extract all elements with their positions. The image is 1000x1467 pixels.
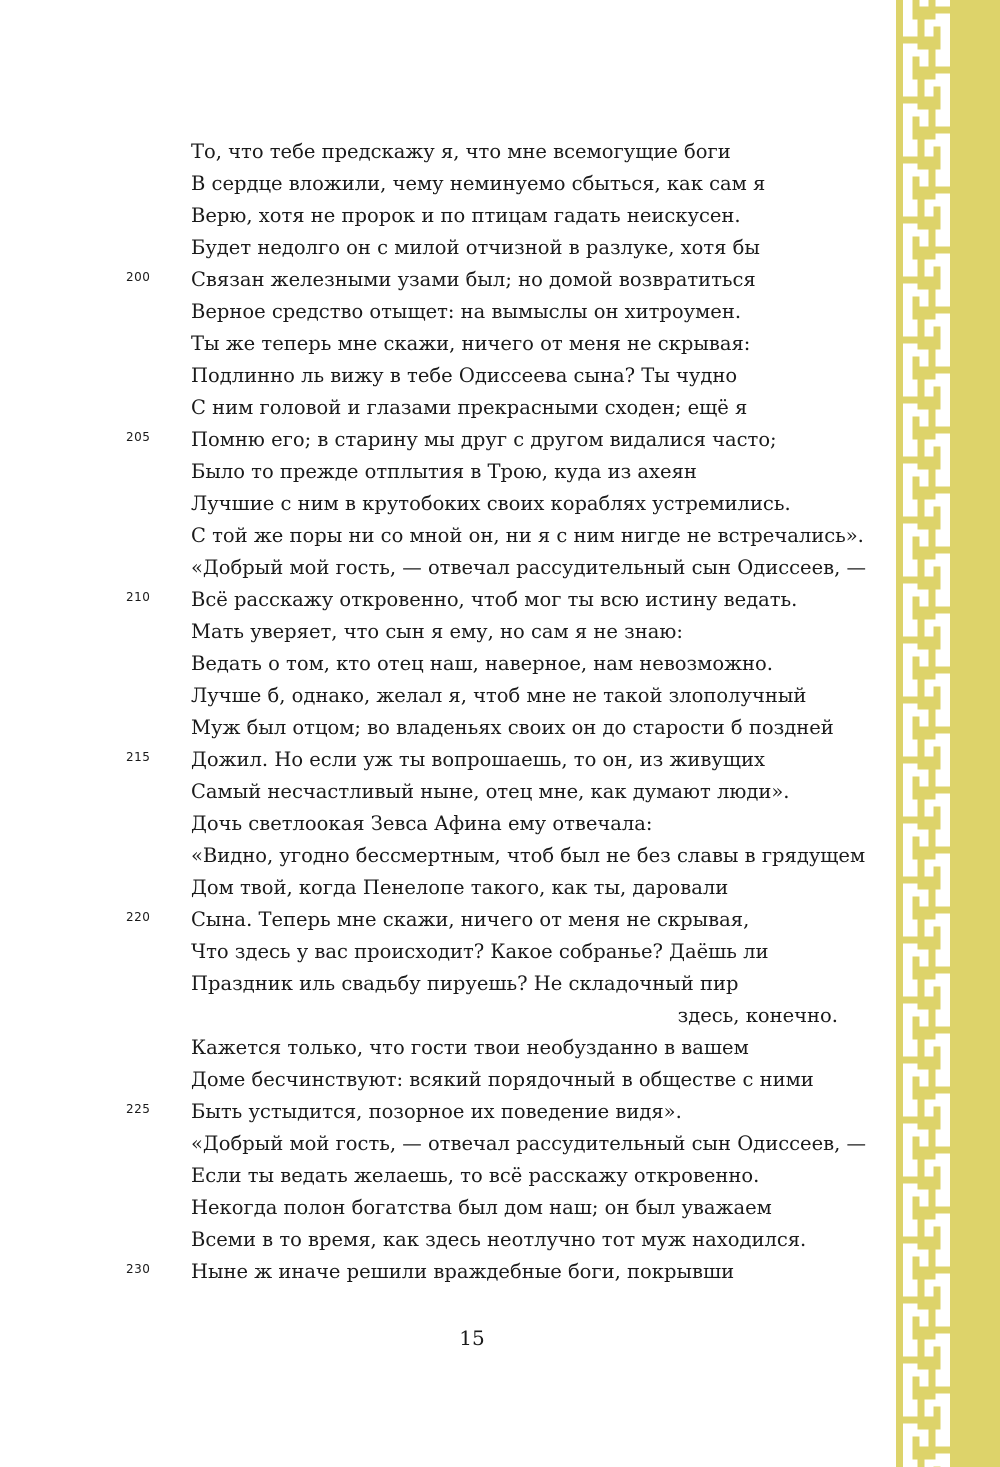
poem-line <box>0 424 880 456</box>
poem-line <box>0 1032 880 1064</box>
poem-line <box>0 1256 880 1288</box>
line-text: Верное средство отыщет: на вымыслы он хитроумен. <box>191 300 742 323</box>
poem-line <box>0 808 880 840</box>
poem-line <box>0 1000 880 1032</box>
line-text: Что здесь у вас происходит? Какое собранье? Даёшь ли <box>191 940 769 963</box>
line-text: Было то прежде отплытия в Трою, куда из ахеян <box>191 460 697 483</box>
poem-line <box>0 616 880 648</box>
poem-line <box>0 776 880 808</box>
line-text: Дочь светлоокая Зевса Афина ему отвечала: <box>191 812 653 835</box>
poem-line <box>0 360 880 392</box>
poem-text <box>0 136 880 1288</box>
line-text: С той же поры ни со мной он, ни я с ним нигде не встречались». <box>191 524 864 547</box>
poem-line <box>0 1224 880 1256</box>
line-text: «Видно, угодно бессмертным, чтоб был не без славы в грядущем <box>191 844 866 867</box>
poem-line <box>0 200 880 232</box>
poem-line <box>0 1128 880 1160</box>
line-text: Праздник иль свадьбу пируешь? Не складочный пир <box>191 972 739 995</box>
line-number: 210 <box>126 590 151 604</box>
line-number: 230 <box>126 1262 151 1276</box>
line-text: С ним головой и глазами прекрасными сходен; ещё я <box>191 396 748 419</box>
line-text: Всеми в то время, как здесь неотлучно тот муж находился. <box>191 1228 807 1251</box>
line-text: Верю, хотя не пророк и по птицам гадать неискусен. <box>191 204 741 227</box>
line-text: Сына. Теперь мне скажи, ничего от меня не скрывая, <box>191 908 750 931</box>
poem-line <box>0 680 880 712</box>
line-text: Некогда полон богатства был дом наш; он был уважаем <box>191 1196 772 1219</box>
line-text: Связан железными узами был; но домой возвратиться <box>191 268 756 291</box>
line-text: Дожил. Но если уж ты вопрошаешь, то он, из живущих <box>191 748 765 771</box>
poem-line <box>0 456 880 488</box>
poem-line <box>0 328 880 360</box>
poem-line <box>0 648 880 680</box>
poem-line <box>0 552 880 584</box>
page-number: 15 <box>459 1326 485 1350</box>
line-number: 220 <box>126 910 151 924</box>
poem-line <box>0 968 880 1000</box>
poem-line <box>0 520 880 552</box>
line-text: «Добрый мой гость, — отвечал рассудительный сын Одиссеев, — <box>191 556 866 579</box>
line-text: Самый несчастливый ныне, отец мне, как думают люди». <box>191 780 790 803</box>
line-text: Будет недолго он с милой отчизной в разлуке, хотя бы <box>191 236 760 259</box>
poem-line <box>0 296 880 328</box>
line-text: Быть устыдится, позорное их поведение видя». <box>191 1100 682 1123</box>
poem-line <box>0 168 880 200</box>
line-text: Ныне ж иначе решили враждебные боги, покрывши <box>191 1260 735 1283</box>
border-band <box>950 0 1000 1467</box>
poem-line <box>0 136 880 168</box>
line-text: Дом твой, когда Пенелопе такого, как ты, даровали <box>191 876 729 899</box>
poem-line <box>0 264 880 296</box>
line-text: Доме бесчинствуют: всякий порядочный в обществе с ними <box>191 1068 814 1091</box>
line-text: То, что тебе предскажу я, что мне всемогущие боги <box>191 140 731 163</box>
line-text: здесь, конечно. <box>677 1004 838 1027</box>
poem-line <box>0 840 880 872</box>
poem-line <box>0 1160 880 1192</box>
line-number: 200 <box>126 270 151 284</box>
line-text: Ты же теперь мне скажи, ничего от меня не скрывая: <box>191 332 751 355</box>
line-text: Лучше б, однако, желал я, чтоб мне не такой злополучный <box>191 684 807 707</box>
line-number: 205 <box>126 430 151 444</box>
line-text: Если ты ведать желаешь, то всё расскажу откровенно. <box>191 1164 760 1187</box>
greek-meander-border-icon <box>888 0 1000 1467</box>
poem-line <box>0 232 880 264</box>
poem-line <box>0 712 880 744</box>
poem-line <box>0 936 880 968</box>
poem-line <box>0 1192 880 1224</box>
poem-line <box>0 1064 880 1096</box>
poem-line <box>0 744 880 776</box>
poem-line <box>0 872 880 904</box>
line-text: Лучшие с ним в крутобоких своих кораблях устремились. <box>191 492 791 515</box>
meander-pattern <box>903 0 950 1467</box>
line-text: Кажется только, что гости твои необузданно в вашем <box>191 1036 749 1059</box>
line-text: В сердце вложили, чему неминуемо сбыться, как сам я <box>191 172 766 195</box>
line-text: «Добрый мой гость, — отвечал рассудительный сын Одиссеев, — <box>191 1132 866 1155</box>
line-number: 225 <box>126 1102 151 1116</box>
line-text: Подлинно ль вижу в тебе Одиссеева сына? Ты чудно <box>191 364 738 387</box>
line-number: 215 <box>126 750 151 764</box>
line-text: Муж был отцом; во владеньях своих он до старости б поздней <box>191 716 834 739</box>
line-text: Помню его; в старину мы друг с другом видалися часто; <box>191 428 777 451</box>
poem-line <box>0 488 880 520</box>
line-text: Ведать о том, кто отец наш, наверное, нам невозможно. <box>191 652 773 675</box>
poem-line <box>0 392 880 424</box>
poem-line <box>0 904 880 936</box>
line-text: Мать уверяет, что сын я ему, но сам я не знаю: <box>191 620 683 643</box>
poem-line <box>0 584 880 616</box>
poem-line <box>0 1096 880 1128</box>
line-text: Всё расскажу откровенно, чтоб мог ты всю истину ведать. <box>191 588 798 611</box>
